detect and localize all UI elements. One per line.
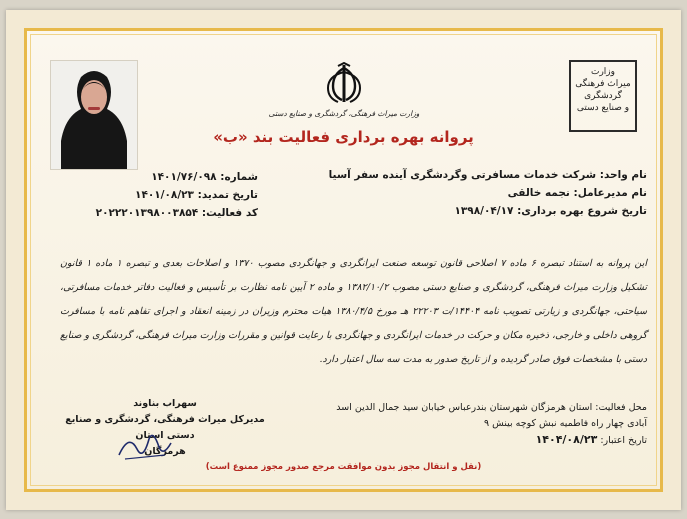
signer-name: سهراب بناوند	[133, 398, 197, 409]
ministry-name: وزارت میراث فرهنگی، گردشگری و صنایع دستی	[268, 109, 420, 118]
stamp-line: وزارت	[590, 67, 615, 77]
address-row	[336, 400, 647, 416]
license-body-text	[60, 252, 647, 372]
address-row-2: آبادی چهار راه فاطمیه نبش کوچه بینش ۹	[484, 418, 647, 429]
stamp-line: گردشگری	[584, 91, 622, 101]
expiry-value: ۱۴۰۴/۰۸/۲۳	[535, 433, 598, 446]
renewal-date-label: تاریخ تمدید:	[197, 189, 258, 201]
unit-name-label: نام واحد:	[599, 169, 647, 181]
activity-location	[336, 400, 647, 449]
signer-position: مدیرکل میراث فرهنگی، گردشگری و صنایع دستی استان	[65, 414, 265, 441]
header-emblem-block	[264, 62, 424, 118]
manager-row	[317, 184, 647, 202]
start-date-label: تاریخ شروع بهره برداری:	[517, 205, 647, 217]
signer-province: هرمزگان	[144, 446, 186, 457]
start-date-row	[317, 202, 647, 220]
holder-photo-image	[51, 61, 137, 169]
license-number-row	[78, 168, 258, 186]
activity-code-row	[78, 204, 258, 222]
certificate-title: پروانه بهره برداری فعالیت بند «ب»	[213, 128, 474, 146]
license-number-value: ۱۴۰۱/۷۶/۰۹۸	[151, 171, 217, 183]
license-number-label: شماره:	[220, 171, 258, 183]
manager-value: نجمه خالقی	[507, 187, 570, 199]
licensee-info	[317, 166, 647, 220]
stamp-line: و صنایع دستی	[576, 103, 630, 113]
unit-name-value: شرکت خدمات مسافرتی وگردشگری آینده سفر آسیا	[328, 169, 597, 181]
address-value: استان هرمزگان شهرستان بندرعباس خیابان سید جمال الدین اسد	[336, 402, 593, 413]
renewal-date-value: ۱۴۰۱/۰۸/۲۳	[135, 189, 194, 201]
ministry-logo-stamp	[569, 60, 637, 132]
address-label: محل فعالیت:	[595, 402, 647, 413]
renewal-date-row	[78, 186, 258, 204]
signature-mark	[115, 425, 175, 465]
holder-photo	[50, 60, 138, 170]
expiry-label: تاریخ اعتبار:	[600, 435, 647, 446]
start-date-value: ۱۳۹۸/۰۴/۱۷	[454, 205, 514, 217]
license-meta	[78, 168, 258, 222]
stamp-line: میراث فرهنگی	[575, 79, 631, 89]
unit-name-row	[317, 166, 647, 184]
iran-emblem-icon	[324, 62, 364, 106]
manager-label: نام مدیرعامل:	[573, 187, 647, 199]
expiry-row	[347, 432, 647, 449]
license-body-paragraph: این پروانه به استناد تبصره ۶ ماده ۷ اصلاحی قانون توسعه صنعت ایرانگردی و جهانگردی مصوب ۱۳۷۰ و اصلاحات بعدی و تبصره ۱ ماده ۱ قانون تشکیل وزارت میراث فرهنگی، گردشگری و صنایع دستی مصوب ۱۳۸۲/۱۰/۲ و ماده ۲ آیین نامه نظارت بر تأسیس و فعالیت دفاتر خدمات مسافرتی، سیاحتی، جهانگردی و زیارتی تصویب نامه ۱۴۴۰۴/ت ۲۲۲۰۳ هـ مورخ ۱۳۸۰/۴/۵ هیات محترم وزیران در زمینه انعقاد و اجرای تفاهم نامه با مسافرت گروهی داخلی و خارجی، ذخیره مکان و حرکت در خدمات ایرانگردی و جهانگردی با رعایت قوانین و مقررات وزارت میراث فرهنگی، گردشگری و صنایع دستی با مشخصات فوق صادر گردیده و از تاریخ صدور به مدت سه سال اعتبار دارد.	[60, 258, 648, 365]
transfer-restriction-note: (نقل و انتقال مجوز بدون موافقت مرجع صدور مجوز ممنوع است)	[205, 462, 482, 472]
activity-code-value: ۲۰۲۲۲۰۱۳۹۸۰۰۳۸۵۴	[95, 207, 199, 219]
activity-code-label: کد فعالیت:	[201, 207, 258, 219]
